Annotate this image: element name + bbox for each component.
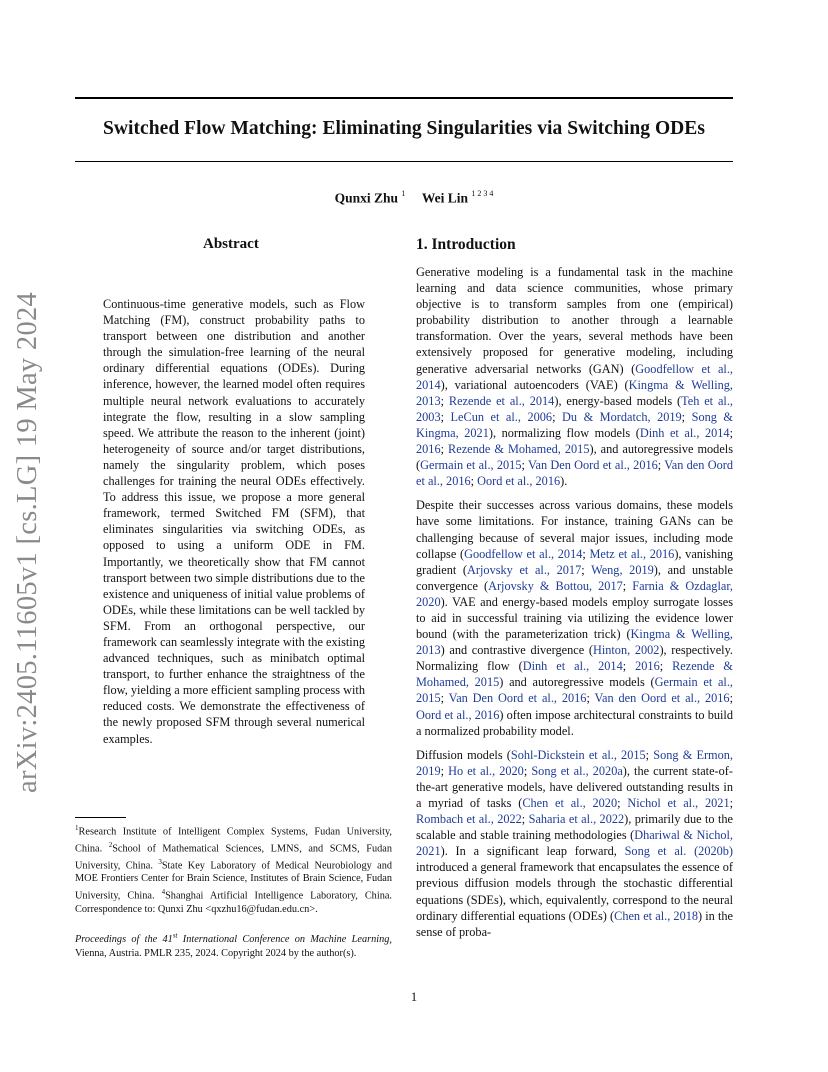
paragraph-text: introduced a general framework that encapsulates the essence of previous diffusion models through the stochastic differential equations (SDEs), which, equivalently, correspond to the neural ordinary differential equations (ODEs) ( <box>416 860 733 923</box>
citation-link[interactable]: Van Den Oord et al., 2016 <box>448 691 587 706</box>
proceedings-venue: Proceedings of the 41st International Conference on Machine Learning <box>75 932 390 946</box>
paragraph-text: ; <box>521 458 528 473</box>
citation-link[interactable]: Arjovsky et al., 2017 <box>467 562 582 577</box>
citation-link[interactable]: Oord et al., 2016 <box>477 474 561 489</box>
paragraph-text: ). In a significant leap forward, <box>440 844 625 859</box>
citation-link[interactable]: Ho et al., 2020 <box>448 763 524 778</box>
paragraph-text: ; <box>582 546 590 561</box>
paragraph-text: ; <box>552 409 563 424</box>
footnote-marker-3: 3 <box>158 857 162 866</box>
paragraph-text: ; <box>440 393 449 408</box>
citation-link[interactable]: Song et al. (2020b) <box>624 844 734 859</box>
citation-link[interactable]: Arjovsky & Bottou, 2017 <box>488 578 623 593</box>
paragraph-text: ), and unstable convergence ( <box>416 562 733 593</box>
intro-paragraph-3 <box>416 747 733 940</box>
paragraph-text: ; <box>729 425 734 440</box>
citation-link[interactable]: Song & Ermon, 2019 <box>416 747 733 778</box>
citation-link[interactable]: Kingma & Welling, 2013 <box>416 627 733 658</box>
paper-title: Switched Flow Matching: Eliminating Singularities via Switching ODEs <box>103 118 705 139</box>
citation-link[interactable]: Sohl-Dickstein et al., 2015 <box>510 747 646 762</box>
citation-link[interactable]: Teh et al., 2003 <box>416 393 733 424</box>
citation-link[interactable]: Weng, 2019 <box>591 562 654 577</box>
paragraph-text: ; <box>581 562 592 577</box>
citation-link[interactable]: Van Den Oord et al., 2016 <box>527 458 658 473</box>
paragraph-text: ; <box>622 659 636 674</box>
paragraph-text: ; <box>440 442 449 457</box>
citation-link[interactable]: Goodfellow et al., 2014 <box>464 546 583 561</box>
paragraph-text: Despite their successes across various domains, these models have some limitations. For instance, training GANs can be challenging because of several major issues, including mode collapse ( <box>416 498 733 561</box>
affiliation-1: Research Institute of Intelligent Complex Systems, Fudan University, China. <box>75 826 392 855</box>
paragraph-text: ), respectively. Normalizing flow ( <box>416 643 733 674</box>
author-line <box>0 190 828 207</box>
footnote-marker-1: 1 <box>75 824 79 832</box>
citation-link[interactable]: Nichol et al., 2021 <box>627 796 730 810</box>
paragraph-text: ), and autoregressive models ( <box>416 442 733 473</box>
citation-link[interactable]: Saharia et al., 2022 <box>528 812 625 827</box>
abstract-body: Continuous-time generative models, such as Flow Matching (FM), construct probability paths to transport between one distribution and another through the simulation-free learning of the neural ordinary differential equations (ODEs). During inference, however, the learned model often requires multiple neural network evaluations to accurately integrate the flow, resulting in a slow sampling speed. We attribute the reason to the inherent (joint) heterogeneity of source and/or target distributions, namely the singularity problem, which poses challenges for training the neural ODEs effectively. To address this issue, we propose a more general framework, termed Switched FM (SFM), that eliminates singularities via switching ODEs, as opposed to using a uniform ODE in FM. Importantly, we theoretically show that FM cannot transport between two simple distributions due to the existence and uniqueness of initial value problems of ODEs, while these limitations can be well tackled by SFM. From an orthogonal perspective, our framework can seamlessly integrate with the existing advanced techniques, such as minibatch optimal transport, to further enhance the straightness of the flow, yielding a more efficient sampling process with reduced costs. We demonstrate the effectiveness of the newly proposed SFM through several numerical examples. <box>103 297 365 746</box>
paragraph-text: ; <box>659 659 673 674</box>
citation-link[interactable]: Germain et al., 2015 <box>416 675 733 706</box>
paragraph-text: Diffusion models ( <box>416 747 511 762</box>
paragraph-text: ) and autoregressive models ( <box>499 675 655 690</box>
citation-link[interactable]: Du & Mordatch, 2019 <box>562 409 682 424</box>
affiliation-4: Shanghai Artificial Intelligence Laboratory, China. Correspondence to: Qunxi Zhu <qxzhu16@fudan.edu.cn>. <box>75 890 392 915</box>
citation-link[interactable]: 2016 <box>416 442 441 457</box>
paragraph-text: Generative modeling is a fundamental task in the machine learning and data science communities, whose primary objective is to transform samples from one (empirical) probability distribution to another through a learnable transformation. Over the years, several methods have been extensively proposed for generative modeling, including generative adversarial networks (GAN) ( <box>416 265 733 376</box>
paragraph-text: ; <box>617 796 628 810</box>
proceedings-copyright: , Vienna, Austria. PMLR 235, 2024. Copyright 2024 by the author(s). <box>75 934 392 959</box>
intro-heading: 1. Introduction <box>416 236 516 253</box>
proceedings-note <box>75 930 392 960</box>
paragraph-text: ) often impose architectural constraints to build a normalized probability model. <box>416 707 733 738</box>
author-1-affiliation: 1 <box>401 189 406 198</box>
citation-link[interactable]: Hinton, 2002 <box>592 643 660 658</box>
paragraph-text: ; <box>523 763 532 778</box>
paragraph-text: ), energy-based models ( <box>554 393 682 408</box>
citation-link[interactable]: Song et al., 2020a <box>531 763 623 778</box>
intro-paragraph-2 <box>416 497 733 738</box>
paragraph-text: ), the current state-of-the-art generative models, have delivered outstanding results in a myriad of tasks ( <box>416 763 733 810</box>
paragraph-text: ). VAE and energy-based models employ surrogate losses to aid in successful training via utilizing the evidence lower bound (with the parameterization trick) ( <box>416 594 733 642</box>
paragraph-text: ; <box>586 691 595 706</box>
arxiv-stamp: arXiv:2405.11605v1 [cs.LG] 19 May 2024 <box>12 291 43 793</box>
paragraph-text: ; <box>521 812 529 827</box>
paragraph-text: ), primarily due to the scalable and stable training methodologies ( <box>416 812 733 843</box>
citation-link[interactable]: Rezende & Mohamed, 2015 <box>448 442 590 457</box>
footnote-marker-2: 2 <box>108 840 113 849</box>
paragraph-text: ), normalizing flow models ( <box>488 425 640 440</box>
citation-link[interactable]: Rezende & Mohamed, 2015 <box>416 659 733 690</box>
intro-body <box>416 264 733 948</box>
paragraph-text: ) in the sense of proba- <box>416 908 733 939</box>
paragraph-text: ; <box>657 458 665 473</box>
paragraph-text: ; <box>470 474 478 489</box>
citation-link[interactable]: 2016 <box>635 659 660 674</box>
paragraph-text: ; <box>440 691 449 706</box>
citation-link[interactable]: Chen et al., 2018 <box>614 908 699 923</box>
citation-link[interactable]: Kingma & Welling, 2013 <box>416 377 734 408</box>
author-2-name: Wei Lin <box>421 190 469 206</box>
citation-link[interactable]: Dinh et al., 2014 <box>522 659 623 674</box>
footnote-rule <box>75 817 126 818</box>
affiliations-footnote <box>75 822 392 916</box>
paragraph-text: ; <box>729 691 733 706</box>
citation-link[interactable]: Song & Kingma, 2021 <box>416 409 733 440</box>
paragraph-text: ; <box>681 409 692 424</box>
top-rule <box>75 97 733 99</box>
intro-paragraph-1 <box>416 264 733 489</box>
affiliation-3: State Key Laboratory of Medical Neurobiology and MOE Frontiers Center for Brain Science, Institutes of Brain Science, Fudan University, China. <box>75 860 392 902</box>
citation-link[interactable]: Chen et al., 2020 <box>522 796 618 810</box>
title-bottom-rule <box>75 161 733 162</box>
page-number: 1 <box>410 990 418 1004</box>
author-2-affiliation: 1 2 3 4 <box>471 189 494 198</box>
footnote-marker-4: 4 <box>161 887 166 896</box>
citation-link[interactable]: LeCun et al., 2006 <box>450 409 553 424</box>
citation-link[interactable]: Dinh et al., 2014 <box>639 425 730 440</box>
citation-link[interactable]: Dhariwal & Nichol, 2021 <box>416 828 734 859</box>
paragraph-text: ; <box>645 747 654 762</box>
paragraph-text: ; <box>440 763 449 778</box>
citation-link[interactable]: Van den Oord et al., 2016 <box>416 458 733 489</box>
citation-link[interactable]: Rezende et al., 2014 <box>448 393 555 408</box>
citation-link[interactable]: Metz et al., 2016 <box>589 546 675 561</box>
affiliation-2: School of Mathematical Sciences, LMNS, and SCMS, Fudan University, China. <box>75 843 392 872</box>
citation-link[interactable]: Oord et al., 2016 <box>416 707 500 722</box>
author-1-name: Qunxi Zhu <box>334 190 398 206</box>
citation-link[interactable]: Goodfellow et al., 2014 <box>416 361 733 392</box>
paragraph-text: ; <box>622 578 633 593</box>
abstract-heading: Abstract <box>203 236 259 252</box>
citation-link[interactable]: Van den Oord et al., 2016 <box>594 691 730 706</box>
citation-link[interactable]: Germain et al., 2015 <box>420 458 522 473</box>
paragraph-text: ; <box>440 409 451 424</box>
citation-link[interactable]: Rombach et al., 2022 <box>416 812 522 827</box>
paragraph-text: ) and contrastive divergence ( <box>440 643 593 658</box>
citation-link[interactable]: Farnia & Ozdaglar, 2020 <box>416 578 734 609</box>
paragraph-text: ), variational autoencoders (VAE) ( <box>440 377 629 392</box>
paragraph-text: ), vanishing gradient ( <box>416 546 733 577</box>
paragraph-text: ; <box>729 796 734 810</box>
paragraph-text: ). <box>560 474 568 489</box>
